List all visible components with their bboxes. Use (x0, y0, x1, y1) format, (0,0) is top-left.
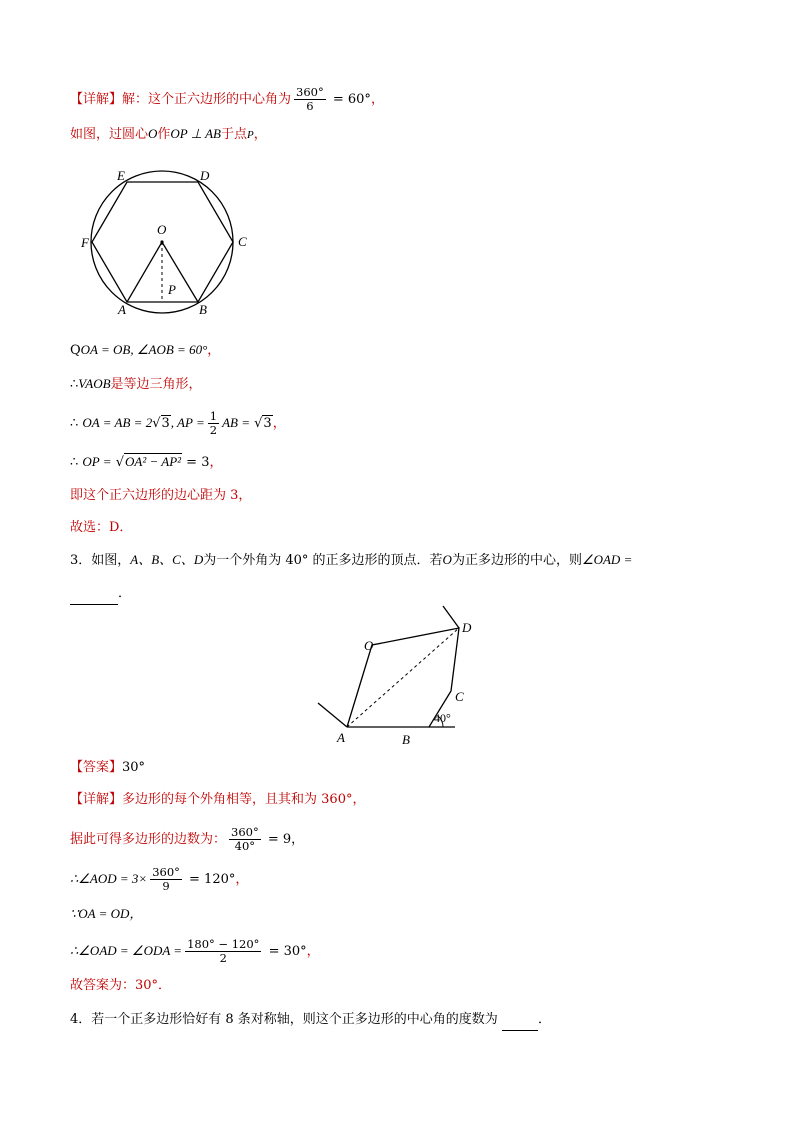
fraction (208, 410, 219, 437)
punct: ． (537, 1012, 551, 1027)
denominator: 2 (209, 423, 218, 437)
label-A: A (118, 302, 126, 317)
fraction (294, 86, 326, 113)
math-expr: OA = OB, ∠AOB = 60° (80, 342, 208, 357)
answer-value: 30° (122, 760, 146, 775)
label-C: C (455, 689, 464, 704)
q3-line-1 (70, 550, 632, 571)
radicand: OA² − AP² (124, 454, 182, 469)
math-expr: ∠OAD = (581, 552, 633, 567)
label-D: D (200, 168, 210, 183)
math-expr: = 120° (184, 872, 236, 887)
q3-detail-4: ∵OA = OD， (70, 906, 143, 921)
hexagon-figure (78, 160, 258, 320)
answer-blank (502, 1010, 538, 1031)
segment-OA (127, 242, 162, 302)
label-A: A (337, 730, 345, 745)
math-expr: AB = (222, 415, 250, 430)
fraction (185, 938, 261, 965)
line-text: 于点 (221, 127, 248, 142)
center-dot (160, 240, 163, 243)
label-P: P (168, 282, 176, 297)
q3-detail-5 (70, 938, 320, 965)
line-text: 作 (157, 127, 171, 142)
answer-blank (70, 584, 118, 605)
solution-line-3 (70, 340, 220, 361)
q3-line-2 (70, 584, 131, 605)
line-text: 是等边三角形， (110, 377, 202, 392)
label-F: F (81, 235, 89, 250)
punct: ． (118, 586, 132, 601)
solution-line-8: 故选：D． (70, 520, 133, 535)
numerator: 360° (231, 825, 259, 839)
denominator: 6 (306, 99, 314, 113)
line-text: 多边形的每个外角相等，且其和为 360°， (122, 792, 366, 807)
point-label: P (247, 129, 254, 141)
line-text: 为一个外角为 40° 的正多边形的顶点．若 (203, 553, 443, 568)
solution-line-2 (70, 124, 267, 145)
fraction (229, 826, 261, 853)
punct: ， (209, 455, 223, 470)
line-text: 据此可得多边形的边数为： (70, 832, 227, 847)
polygon-figure (310, 600, 490, 750)
line-text: 为正多边形的中心，则 (451, 553, 582, 568)
q4-line (70, 1010, 551, 1031)
numerator: 360° (152, 865, 180, 879)
solution-line-7: 即这个正六边形的边心距为 3， (70, 488, 252, 503)
fraction (150, 866, 182, 893)
detail-tag: 【详解】 (70, 792, 123, 807)
label-O: O (157, 222, 167, 237)
solution-line-4 (70, 374, 202, 395)
line-text: 4．若一个正多边形恰好有 8 条对称轴，则这个正多边形的中心角的度数为 (70, 1012, 498, 1027)
extension-D (443, 606, 459, 628)
symbol: Q (70, 343, 81, 358)
math-expr: OA = AB = 2 (82, 415, 153, 430)
solution-line-1 (70, 86, 384, 113)
radicand: 3 (161, 416, 170, 431)
punct: ， (235, 872, 249, 887)
q3-detail-3 (70, 866, 248, 893)
denominator: 2 (219, 951, 227, 965)
math-expr: OP = (82, 454, 112, 469)
line-text: 解：这个正六边形的中心角为 (122, 92, 292, 107)
solution-line-6: ∴ OP = √OA² − AP² = 3， (70, 454, 223, 470)
numerator: 180° − 120° (187, 937, 260, 951)
point-label: O (442, 552, 452, 567)
equation-text: = 60° (328, 92, 371, 107)
math-expr: = 9， (263, 832, 305, 847)
q3-detail-1 (70, 790, 365, 810)
punct: ， (207, 343, 221, 358)
math-expr: ∴∠OAD = ∠ODA = (70, 943, 183, 958)
label-B: B (402, 732, 410, 747)
punct: ， (370, 92, 384, 107)
points-list: A、B、C、D (130, 552, 204, 567)
math-expr: , AP = (170, 415, 205, 430)
label-O: O (364, 638, 374, 653)
q3-detail-2 (70, 826, 304, 853)
q3-answer-line (70, 758, 145, 778)
punct: ， (272, 416, 286, 431)
symbol: ∴ (70, 455, 79, 470)
solution-line-5: ∴ OA = AB = 2√3, AP = $\frac{1}{2}$ AB = √3， (70, 409, 286, 437)
denominator: 9 (162, 879, 170, 893)
math-expr: VAOB (78, 376, 111, 391)
line-text: 如图，过圆心 (70, 127, 149, 142)
denominator: 40° (234, 839, 256, 853)
math-expr: OP ⊥ AB (170, 126, 221, 141)
numerator: 360° (296, 85, 324, 99)
label-E: E (117, 168, 125, 183)
line-text: 3．如图， (70, 553, 131, 568)
punct: ， (306, 944, 320, 959)
math-expr: ∴∠AOD = 3× (70, 871, 148, 886)
label-C: C (238, 234, 247, 249)
answer-tag: 【答案】 (70, 760, 123, 775)
math-expr: = 30° (264, 944, 307, 959)
label-D: D (462, 620, 472, 635)
radicand: 3 (263, 416, 272, 431)
label-B: B (199, 302, 207, 317)
label-angle-40: 40° (434, 711, 451, 725)
math-expr: = 3 (182, 455, 210, 470)
detail-tag: 【详解】 (70, 92, 123, 107)
point-label: O (148, 126, 158, 141)
symbol: ∴ (70, 377, 79, 392)
q3-detail-6: 故答案为：30°． (70, 978, 172, 993)
punct: ， (253, 127, 267, 142)
extension-A (318, 703, 347, 727)
symbol: ∴ (70, 416, 79, 431)
numerator: 1 (209, 409, 218, 423)
